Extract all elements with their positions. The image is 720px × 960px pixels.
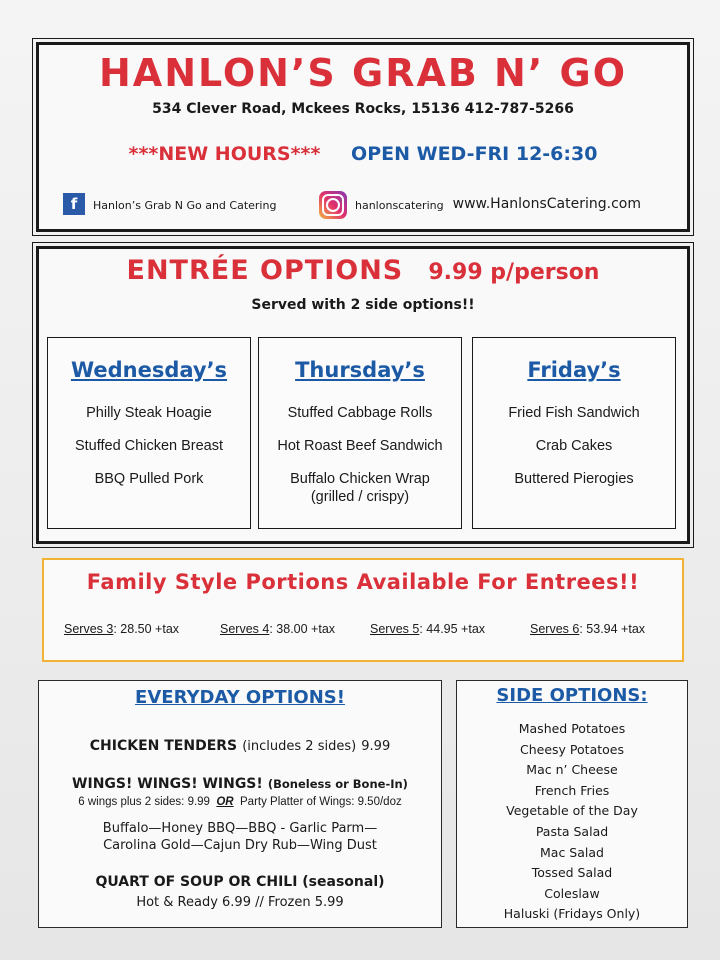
instagram-label: hanlonscatering xyxy=(355,199,444,212)
wings-deals xyxy=(39,796,441,808)
serves-label: Serves 6 xyxy=(530,622,580,636)
serves-amount: 38.00 +tax xyxy=(276,622,336,636)
facebook-icon: f xyxy=(63,193,85,215)
instagram-icon xyxy=(319,191,347,219)
side-item: Mac Salad xyxy=(540,844,604,860)
side-item: Tossed Salad xyxy=(531,865,613,881)
serves-amount: 44.95 +tax xyxy=(426,622,486,636)
side-item: Pasta Salad xyxy=(535,823,609,839)
serves-label: Serves 3 xyxy=(64,622,114,636)
day-box-thursday xyxy=(258,337,462,529)
side-item: Haluski (Fridays Only) xyxy=(503,906,641,922)
entree-title: ENTRÉE OPTIONS xyxy=(126,255,404,286)
open-hours: OPEN WED-FRI 12-6:30 xyxy=(351,143,598,165)
wings-line xyxy=(39,773,441,792)
side-options-box xyxy=(456,680,688,928)
serves-amount: 53.94 +tax xyxy=(586,622,646,636)
wing-flavors-2: Carolina Gold—Cajun Dry Rub—Wing Dust xyxy=(103,838,377,853)
serves-price: Serves 5: 44.95 +tax xyxy=(370,622,486,636)
soup-prices: Hot & Ready 6.99 // Frozen 5.99 xyxy=(136,895,344,910)
menu-item: BBQ Pulled Pork xyxy=(94,471,204,487)
menu-item: Crab Cakes xyxy=(535,438,613,454)
hours-line xyxy=(39,143,687,165)
day-title: Wednesday’s xyxy=(70,358,228,382)
menu-item: Hot Roast Beef Sandwich xyxy=(277,438,443,454)
family-title: Family Style Portions Available For Entrees!! xyxy=(86,570,640,594)
serves-price: Serves 6: 53.94 +tax xyxy=(530,622,646,636)
website-label: www.HanlonsCatering.com xyxy=(452,196,641,212)
day-title: Thursday’s xyxy=(295,358,425,382)
side-item: French Fries xyxy=(534,782,610,798)
menu-item: Buttered Pierogies xyxy=(514,471,634,487)
sides-list xyxy=(457,719,687,925)
day-title: Friday’s xyxy=(527,358,621,382)
menu-item: Philly Steak Hoagie xyxy=(86,405,212,421)
entree-price: 9.99 p/person xyxy=(428,260,600,285)
menu-item: Buffalo Chicken Wrap xyxy=(290,471,430,487)
header-box xyxy=(36,42,690,232)
tenders-note: (includes 2 sides) xyxy=(242,739,357,754)
wings-deal-b: Party Platter of Wings: 9.50/doz xyxy=(240,796,402,808)
menu-item: Stuffed Cabbage Rolls xyxy=(287,405,433,421)
menu-item: Fried Fish Sandwich xyxy=(508,405,640,421)
serves-amount: 28.50 +tax xyxy=(120,622,180,636)
menu-item-note: (grilled / crispy) xyxy=(310,489,410,505)
menu-item: Stuffed Chicken Breast xyxy=(74,438,224,454)
address-phone: 534 Clever Road, Mckees Rocks, 15136 412-787-5266 xyxy=(152,101,574,117)
wings-note: (Boneless or Bone-In) xyxy=(267,777,408,791)
side-item: Mashed Potatoes xyxy=(518,721,626,736)
side-item: Mac n’ Cheese xyxy=(526,762,618,778)
serves-price: Serves 3: 28.50 +tax xyxy=(64,622,180,636)
everyday-options-box xyxy=(38,680,442,928)
wings-deal-a: 6 wings plus 2 sides: 9.99 xyxy=(78,796,210,808)
wings-or: OR xyxy=(216,796,234,808)
side-item: Vegetable of the Day xyxy=(506,803,638,819)
entree-subtitle: Served with 2 side options!! xyxy=(251,297,475,313)
serves-label: Serves 4 xyxy=(220,622,270,636)
day-box-wednesday xyxy=(47,337,251,529)
wings-name: WINGS! WINGS! WINGS! xyxy=(72,776,263,792)
restaurant-title: HANLON’S GRAB N’ GO xyxy=(98,51,628,95)
tenders-line xyxy=(39,735,441,754)
day-box-friday xyxy=(472,337,676,529)
everyday-title: EVERYDAY OPTIONS! xyxy=(135,687,345,708)
side-item: Cheesy Potatoes xyxy=(520,741,624,757)
serves-label: Serves 5 xyxy=(370,622,420,636)
facebook-label: Hanlon’s Grab N Go and Catering xyxy=(93,199,277,212)
tenders-name: CHICKEN TENDERS xyxy=(89,738,238,754)
social-row xyxy=(63,193,663,219)
sides-title: SIDE OPTIONS: xyxy=(496,685,648,706)
entree-box xyxy=(36,246,690,544)
soup-name: QUART OF SOUP OR CHILI (seasonal) xyxy=(95,874,385,890)
new-hours-label: ***NEW HOURS*** xyxy=(128,143,321,165)
family-style-box xyxy=(42,558,684,662)
side-item: Coleslaw xyxy=(544,885,600,901)
entree-title-row xyxy=(39,255,687,286)
serves-price: Serves 4: 38.00 +tax xyxy=(220,622,336,636)
tenders-price: 9.99 xyxy=(361,739,391,754)
wing-flavors-1: Buffalo—Honey BBQ—BBQ - Garlic Parm— xyxy=(102,821,378,836)
